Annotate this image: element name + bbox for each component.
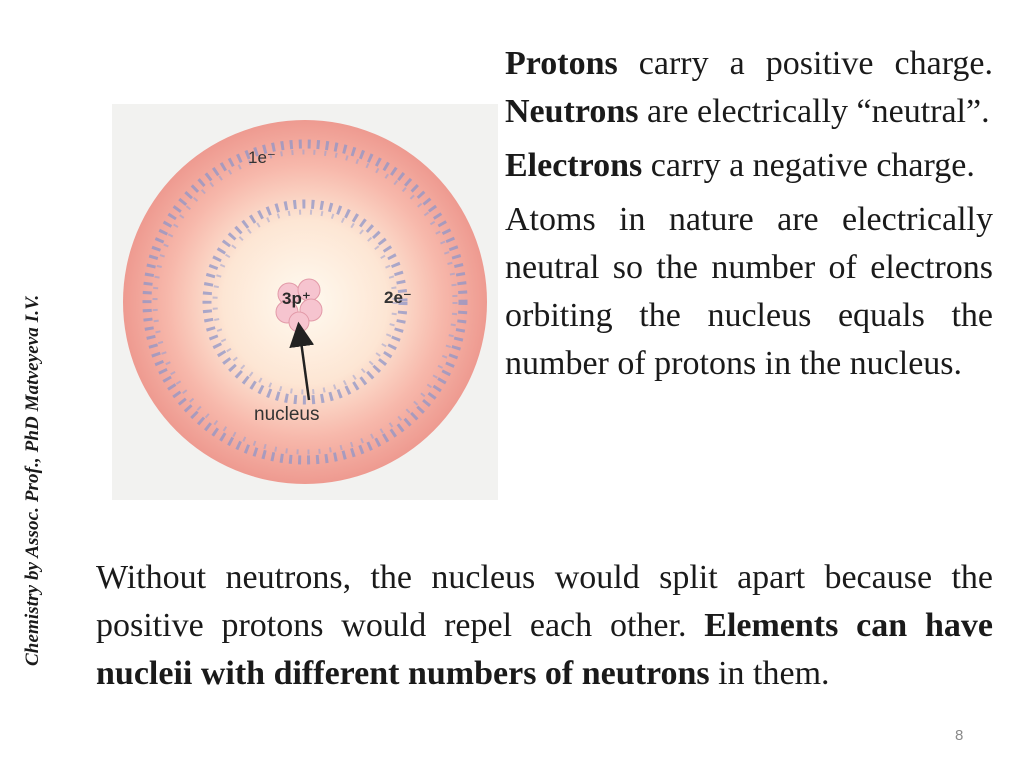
paragraph-electrons: Electrons carry a negative charge.: [505, 147, 975, 184]
label-2e: 2e⁻: [384, 288, 412, 307]
bottom-text-block: [96, 554, 993, 698]
label-1e: 1e⁻: [248, 148, 276, 167]
paragraph-neutral-atoms: Atoms in nature are electrically neutral so the number of electrons orbiting the nucleus equals the number of protons in the nucleus.: [505, 201, 993, 382]
label-nucleus: nucleus: [254, 404, 320, 425]
right-text-block: [505, 40, 993, 394]
side-credit: Chemistry by Assoc. Prof., PhD Matveyeva I.V.: [22, 294, 43, 666]
atom-diagram: [112, 104, 498, 500]
paragraph-protons: Protons carry a positive charge. Neutrons are electrically “neutral”.: [505, 45, 993, 130]
label-3p: 3p⁺: [282, 289, 311, 308]
paragraph-neutrons: Without neutrons, the nucleus would split apart because the positive protons would repel each other. Elements can have nucleii with different numbers of neutrons in them.: [96, 559, 993, 692]
page-number: 8: [955, 727, 964, 744]
